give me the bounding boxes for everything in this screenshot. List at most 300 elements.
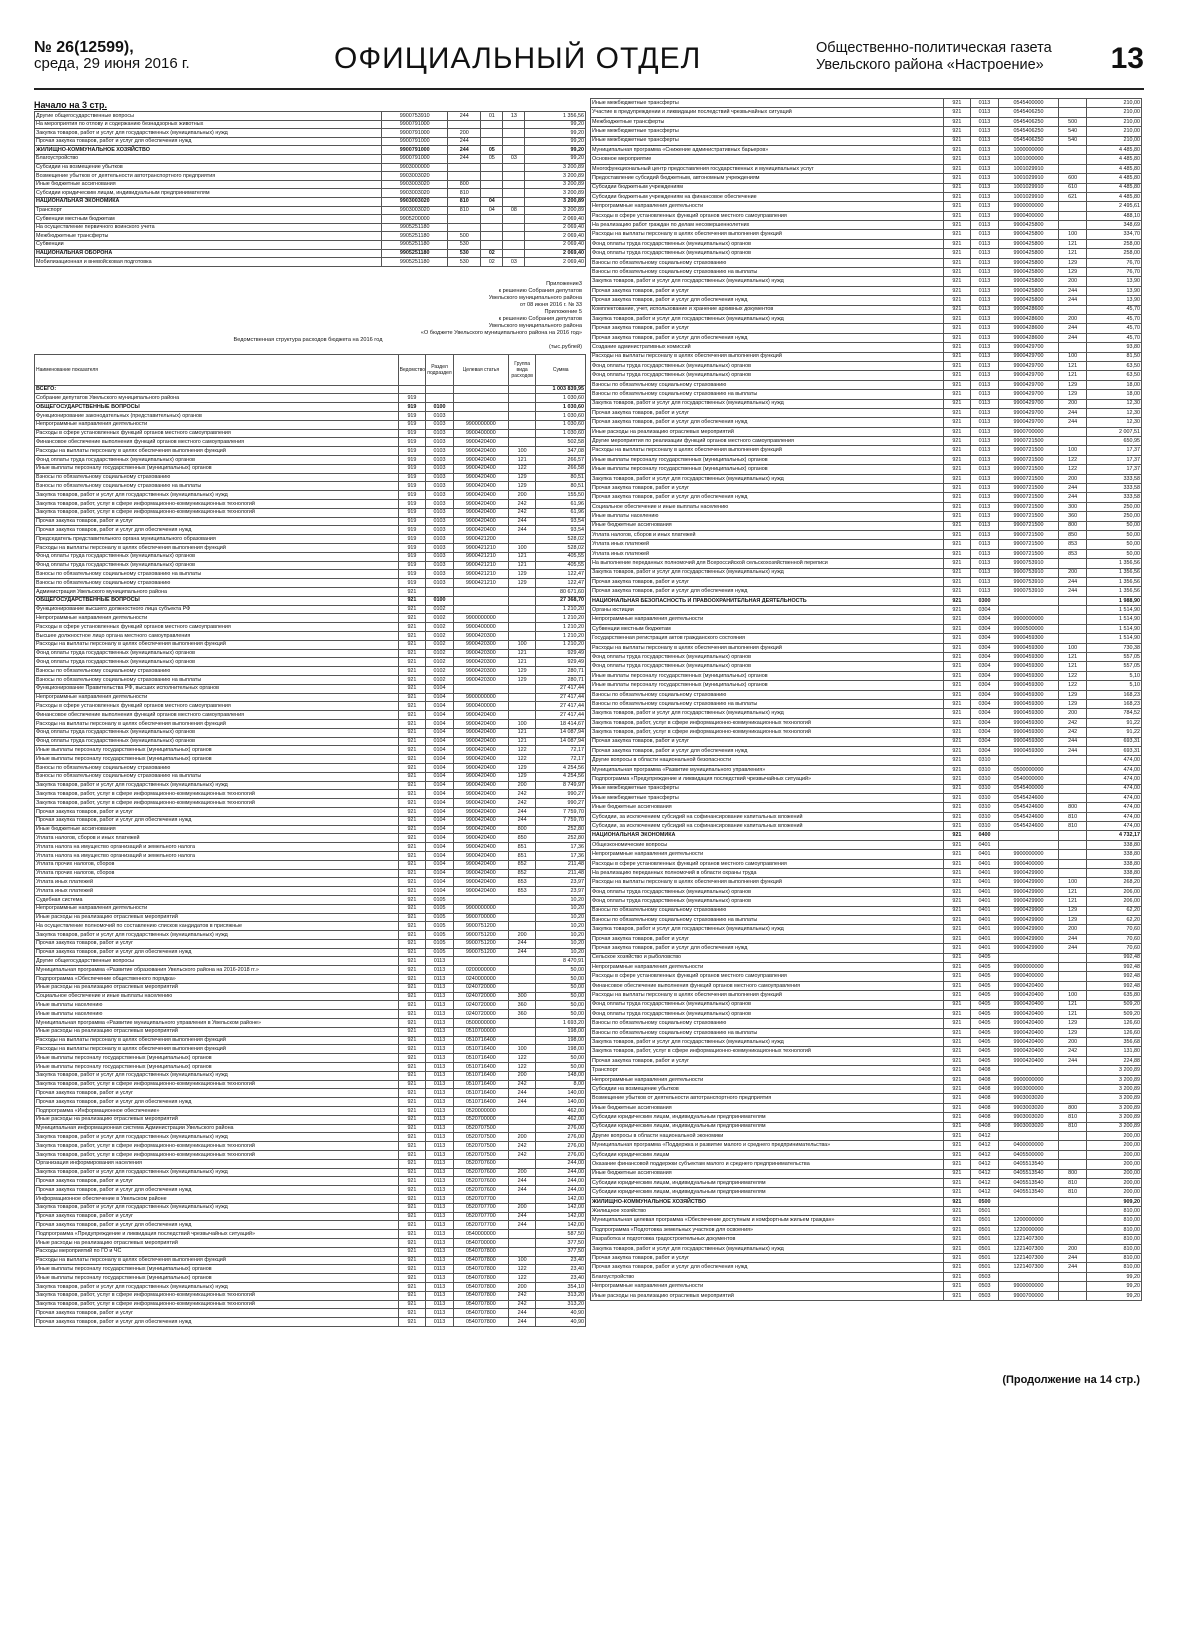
row-code-cell: 0408: [971, 1113, 999, 1122]
row-code-cell: 0304: [971, 737, 999, 746]
row-code-cell: 9900420400: [453, 807, 508, 816]
table-row: [591, 277, 1142, 286]
row-code-cell: 0113: [426, 1186, 454, 1195]
row-code-cell: [508, 403, 536, 412]
table-row: [35, 931, 586, 940]
row-sum-cell: 992,48: [1086, 962, 1141, 971]
row-name-cell: Уплата иных платежей: [591, 540, 944, 549]
table-row: [35, 939, 586, 948]
table-row: [591, 99, 1142, 108]
row-code-cell: 9900751200: [453, 948, 508, 957]
table-row: [591, 1141, 1142, 1150]
row-sum-cell: 23,40: [536, 1274, 586, 1283]
table-row: [35, 163, 586, 172]
row-code-cell: 921: [398, 1291, 426, 1300]
row-code-cell: 9900459300: [998, 718, 1059, 727]
row-code-cell: 921: [943, 643, 971, 652]
row-code-cell: 853: [1059, 549, 1087, 558]
row-code-cell: 9900000000: [998, 1282, 1059, 1291]
row-code-cell: 0102: [426, 649, 454, 658]
row-code-cell: 244: [1059, 746, 1087, 755]
row-code-cell: 9900420400: [453, 790, 508, 799]
row-code-cell: 0105: [426, 904, 454, 913]
row-sum-cell: 1 210,20: [536, 632, 586, 641]
row-sum-cell: 244,00: [536, 1186, 586, 1195]
row-name-cell: НАЦИОНАЛЬНАЯ БЕЗОПАСНОСТЬ И ПРАВООХРАНИТЕЛЬНАЯ ДЕЯТЕЛЬНОСТЬ: [591, 596, 944, 605]
row-code-cell: 9900751200: [453, 931, 508, 940]
row-code-cell: 921: [943, 1216, 971, 1225]
newspaper-line-1: Общественно-политическая газета: [816, 40, 1052, 56]
table-row: [591, 1038, 1142, 1047]
row-code-cell: 921: [943, 437, 971, 446]
row-code-cell: [481, 172, 503, 181]
row-code-cell: 9900721500: [998, 465, 1059, 474]
page-header: [34, 40, 1144, 86]
row-code-cell: [481, 180, 503, 189]
row-code-cell: 9903003020: [382, 189, 448, 198]
row-sum-cell: 50,00: [536, 966, 586, 975]
row-code-cell: 9900425800: [998, 258, 1059, 267]
row-name-cell: Закупка товаров, работ, услуг в сфере информационно-коммуникационных технологий: [35, 1300, 399, 1309]
row-code-cell: 244: [1059, 737, 1087, 746]
row-code-cell: [1059, 343, 1087, 352]
row-code-cell: 0104: [426, 790, 454, 799]
row-code-cell: 9900425800: [998, 286, 1059, 295]
row-code-cell: 0103: [426, 500, 454, 509]
row-code-cell: 921: [943, 709, 971, 718]
row-code-cell: 0520707500: [453, 1124, 508, 1133]
row-code-cell: 121: [1059, 662, 1087, 671]
row-code-cell: 530: [448, 258, 481, 267]
row-code-cell: 921: [943, 380, 971, 389]
row-name-cell: Функционирование высшего должностного лица субъекта РФ: [35, 605, 399, 614]
row-name-cell: Взносы по обязательному социальному страхованию: [35, 579, 399, 588]
row-code-cell: 129: [508, 772, 536, 781]
row-code-cell: 121: [508, 649, 536, 658]
row-code-cell: 0102: [426, 667, 454, 676]
row-code-cell: 921: [943, 925, 971, 934]
row-code-cell: 0304: [971, 653, 999, 662]
row-code-cell: 0510716400: [453, 1063, 508, 1072]
row-sum-cell: 10,20: [536, 904, 586, 913]
row-code-cell: [508, 975, 536, 984]
row-code-cell: 0304: [971, 746, 999, 755]
row-code-cell: 0103: [426, 579, 454, 588]
row-sum-cell: 474,00: [1086, 756, 1141, 765]
row-name-cell: Закупка товаров, работ, услуг в сфере информационно-коммуникационных технологий: [35, 790, 399, 799]
table-row: [35, 552, 586, 561]
row-code-cell: 9900700000: [453, 913, 508, 922]
row-name-cell: Иные выплаты персоналу государственных (муниципальных) органов: [591, 681, 944, 690]
row-code-cell: 919: [398, 526, 426, 535]
row-code-cell: [1059, 1272, 1087, 1281]
row-code-cell: 0104: [426, 719, 454, 728]
row-code-cell: 9900420400: [453, 438, 508, 447]
row-code-cell: 0104: [426, 746, 454, 755]
row-sum-cell: 122,47: [536, 579, 586, 588]
row-code-cell: 0113: [971, 427, 999, 436]
row-code-cell: 0102: [426, 658, 454, 667]
row-code-cell: 921: [398, 1177, 426, 1186]
row-code-cell: 9900420400: [453, 500, 508, 509]
row-code-cell: 9900420400: [453, 737, 508, 746]
table-row: [591, 1272, 1142, 1281]
row-code-cell: 0113: [971, 164, 999, 173]
left-budget-table: [34, 354, 586, 1327]
row-code-cell: 121: [1059, 239, 1087, 248]
row-code-cell: 921: [398, 1230, 426, 1239]
row-code-cell: 921: [943, 1019, 971, 1028]
row-code-cell: [1059, 108, 1087, 117]
row-sum-cell: 810,00: [1086, 1254, 1141, 1263]
row-code-cell: 921: [943, 164, 971, 173]
table-row: [591, 127, 1142, 136]
table-row: [35, 491, 586, 500]
table-row: [35, 1274, 586, 1283]
row-name-cell: Расходы в сфере установленных функций органов местного самоуправления: [35, 429, 399, 438]
table-row: [591, 286, 1142, 295]
row-code-cell: 9900428600: [998, 305, 1059, 314]
row-sum-cell: 18,00: [1086, 390, 1141, 399]
row-code-cell: 919: [398, 429, 426, 438]
continued-from-label: Начало на 3 стр.: [34, 100, 107, 110]
row-code-cell: 0520707700: [453, 1221, 508, 1230]
row-code-cell: 9900429700: [998, 380, 1059, 389]
table-row: [35, 544, 586, 553]
row-name-cell: Транспорт: [591, 1066, 944, 1075]
row-sum-cell: 76,70: [1086, 258, 1141, 267]
row-sum-cell: 348,69: [1086, 221, 1141, 230]
table-row: [591, 953, 1142, 962]
row-code-cell: 9900429900: [998, 887, 1059, 896]
row-code-cell: [508, 1195, 536, 1204]
table-row: [591, 1028, 1142, 1037]
row-name-cell: Возмещение убытков от деятельности автотранспортного предприятия: [35, 172, 382, 181]
row-code-cell: 0113: [426, 966, 454, 975]
row-code-cell: 9900420400: [453, 772, 508, 781]
row-name-cell: Расходы на выплаты персоналу в целях обеспечения выполнения функций: [35, 544, 399, 553]
row-code-cell: 100: [1059, 446, 1087, 455]
row-code-cell: 0103: [426, 517, 454, 526]
row-code-cell: 0240720000: [453, 983, 508, 992]
row-code-cell: 921: [943, 99, 971, 108]
row-code-cell: 921: [398, 1265, 426, 1274]
row-sum-cell: 140,00: [536, 1089, 586, 1098]
row-code-cell: 9900429700: [998, 390, 1059, 399]
row-code-cell: [481, 137, 503, 146]
row-code-cell: 0103: [426, 456, 454, 465]
row-sum-cell: 8 749,97: [536, 781, 586, 790]
row-code-cell: 0104: [426, 737, 454, 746]
row-code-cell: 05: [481, 146, 503, 155]
row-code-cell: 122: [1059, 455, 1087, 464]
row-code-cell: 9900425800: [998, 249, 1059, 258]
row-code-cell: 0102: [426, 640, 454, 649]
row-code-cell: 0113: [426, 1274, 454, 1283]
row-code-cell: 244: [1059, 944, 1087, 953]
row-name-cell: Подпрограмма «Информационное обеспечение»: [35, 1107, 399, 1116]
row-sum-cell: 198,00: [536, 1027, 586, 1036]
row-code-cell: 921: [943, 521, 971, 530]
row-code-cell: 810: [1059, 1178, 1087, 1187]
row-code-cell: 0510716400: [453, 1054, 508, 1063]
row-sum-cell: 244,00: [536, 1168, 586, 1177]
row-code-cell: 0104: [426, 887, 454, 896]
row-code-cell: 0540707800: [453, 1318, 508, 1327]
row-name-cell: Взносы по обязательному социальному страхованию: [591, 906, 944, 915]
row-sum-cell: 50,00: [536, 1063, 586, 1072]
row-code-cell: 921: [943, 484, 971, 493]
table-row: [35, 966, 586, 975]
row-name-cell: Прочая закупка товаров, работ и услуг: [35, 1212, 399, 1221]
row-code-cell: 9900721500: [998, 446, 1059, 455]
col-header-name: Наименование показателя: [35, 354, 399, 385]
row-code-cell: 121: [508, 552, 536, 561]
row-code-cell: 921: [943, 1113, 971, 1122]
row-sum-cell: 354,10: [536, 1282, 586, 1291]
table-row: [591, 1188, 1142, 1197]
row-code-cell: 02: [481, 249, 503, 258]
row-code-cell: 0102: [426, 623, 454, 632]
row-code-cell: 921: [943, 408, 971, 417]
row-code-cell: 921: [398, 913, 426, 922]
row-name-cell: НАЦИОНАЛЬНАЯ ЭКОНОМИКА: [35, 197, 382, 206]
row-code-cell: 03: [503, 258, 525, 267]
row-name-cell: Прочая закупка товаров, работ и услуг: [591, 286, 944, 295]
row-code-cell: 0104: [426, 702, 454, 711]
row-code-cell: 121: [508, 456, 536, 465]
row-code-cell: 0113: [971, 530, 999, 539]
row-name-cell: Взносы по обязательному социальному страхованию на выплаты: [35, 675, 399, 684]
row-code-cell: 9900000000: [998, 202, 1059, 211]
row-code-cell: 300: [508, 992, 536, 1001]
row-name-cell: Расходы на выплаты персоналу в целях обеспечения выполнения функций: [35, 447, 399, 456]
row-sum-cell: 2 069,40: [525, 258, 586, 267]
row-code-cell: [503, 172, 525, 181]
row-name-cell: Субвенции: [35, 240, 382, 249]
table-row: [35, 482, 586, 491]
row-code-cell: 921: [398, 966, 426, 975]
row-code-cell: 0113: [426, 1212, 454, 1221]
row-code-cell: 921: [398, 1256, 426, 1265]
row-code-cell: [508, 385, 536, 394]
page-number: 13: [1110, 42, 1144, 75]
row-name-cell: Непрограммные направления деятельности: [591, 202, 944, 211]
row-code-cell: 921: [398, 807, 426, 816]
row-code-cell: 540: [1059, 136, 1087, 145]
row-code-cell: [1059, 606, 1087, 615]
row-code-cell: 919: [398, 517, 426, 526]
row-code-cell: 0304: [971, 709, 999, 718]
row-sum-cell: 2 069,40: [525, 249, 586, 258]
row-code-cell: 0113: [971, 559, 999, 568]
row-code-cell: 919: [398, 552, 426, 561]
row-code-cell: 921: [398, 939, 426, 948]
row-code-cell: 9905251180: [382, 249, 448, 258]
row-sum-cell: 155,50: [536, 491, 586, 500]
row-code-cell: 9900420400: [453, 851, 508, 860]
row-code-cell: 0540707800: [453, 1291, 508, 1300]
row-code-cell: 921: [398, 728, 426, 737]
row-sum-cell: 10,20: [536, 913, 586, 922]
row-sum-cell: 211,48: [536, 860, 586, 869]
row-sum-cell: 338,80: [1086, 850, 1141, 859]
row-name-cell: Фонд оплаты труда государственных (муниципальных) органов: [35, 737, 399, 746]
row-name-cell: НАЦИОНАЛЬНАЯ ЭКОНОМИКА: [591, 831, 944, 840]
row-sum-cell: 168,23: [1086, 700, 1141, 709]
table-row: [591, 1160, 1142, 1169]
table-row: [35, 807, 586, 816]
row-code-cell: 0400: [971, 831, 999, 840]
row-code-cell: 0405513540: [998, 1160, 1059, 1169]
row-code-cell: 921: [943, 568, 971, 577]
row-code-cell: 810: [1059, 812, 1087, 821]
row-code-cell: 0113: [971, 568, 999, 577]
row-name-cell: Сельское хозяйство и рыболовство: [591, 953, 944, 962]
row-sum-cell: 462,00: [536, 1107, 586, 1116]
row-name-cell: Закупка товаров, работ и услуг для государственных (муниципальных) нужд: [35, 1133, 399, 1142]
row-name-cell: Прочая закупка товаров, работ и услуг: [591, 1254, 944, 1263]
row-sum-cell: 93,54: [536, 517, 586, 526]
row-sum-cell: 405,55: [536, 552, 586, 561]
row-code-cell: 0105: [426, 922, 454, 931]
row-code-cell: 921: [398, 1080, 426, 1089]
row-code-cell: 9900420300: [453, 632, 508, 641]
row-code-cell: 921: [398, 605, 426, 614]
row-name-cell: ВСЕГО:: [35, 385, 399, 394]
row-name-cell: Муниципальная целевая программа «Обеспечение доступным и комфортным жильем граждан»: [591, 1216, 944, 1225]
row-name-cell: Иные выплаты персоналу государственных (муниципальных) органов: [35, 464, 399, 473]
row-code-cell: 200: [508, 1168, 536, 1177]
row-code-cell: 919: [398, 447, 426, 456]
row-sum-cell: 63,50: [1086, 371, 1141, 380]
row-code-cell: 0104: [426, 860, 454, 869]
row-name-cell: Иные расходы на реализацию отраслевых мероприятий: [35, 983, 399, 992]
row-code-cell: 0401: [971, 944, 999, 953]
row-code-cell: 0104: [426, 755, 454, 764]
row-code-cell: [1059, 756, 1087, 765]
row-sum-cell: 3 200,89: [525, 180, 586, 189]
table-row: [591, 944, 1142, 953]
row-code-cell: 921: [943, 512, 971, 521]
row-sum-cell: 17,36: [536, 843, 586, 852]
row-code-cell: 0103: [426, 491, 454, 500]
row-code-cell: 921: [943, 145, 971, 154]
row-name-cell: Уплата иных платежей: [591, 549, 944, 558]
table-row: [35, 640, 586, 649]
row-code-cell: 0310: [971, 793, 999, 802]
row-code-cell: 0520707600: [453, 1186, 508, 1195]
row-code-cell: 0405: [971, 1019, 999, 1028]
row-name-cell: Закупка товаров, работ, услуг в сфере информационно-коммуникационных технологий: [35, 799, 399, 808]
table-row: [591, 408, 1142, 417]
table-row: [35, 189, 586, 198]
row-code-cell: 921: [398, 755, 426, 764]
row-code-cell: 244: [448, 112, 481, 121]
row-code-cell: [998, 1066, 1059, 1075]
row-sum-cell: 810,00: [1086, 1235, 1141, 1244]
row-code-cell: 921: [943, 221, 971, 230]
table-row: [591, 624, 1142, 633]
table-row: [35, 1124, 586, 1133]
row-name-cell: Иные расходы на реализацию отраслевых мероприятий: [591, 1291, 944, 1300]
row-sum-cell: 313,20: [536, 1300, 586, 1309]
row-code-cell: 9900420400: [453, 843, 508, 852]
row-sum-cell: 1 003 839,95: [536, 385, 586, 394]
row-name-cell: Финансовое обеспечение выполнения функций органов местного самоуправления: [35, 438, 399, 447]
row-code-cell: 9900429900: [998, 934, 1059, 943]
table-row: [35, 1195, 586, 1204]
row-code-cell: 121: [1059, 1009, 1087, 1018]
row-code-cell: 0540000000: [453, 1230, 508, 1239]
table-row: [591, 700, 1142, 709]
row-code-cell: 921: [943, 944, 971, 953]
row-code-cell: 0520000000: [453, 1107, 508, 1116]
row-code-cell: 921: [943, 765, 971, 774]
row-code-cell: 9900420400: [453, 447, 508, 456]
row-code-cell: 0113: [971, 136, 999, 145]
row-sum-cell: 1 514,90: [1086, 634, 1141, 643]
row-code-cell: 360: [1059, 512, 1087, 521]
row-code-cell: [481, 215, 503, 224]
row-code-cell: 0113: [426, 1001, 454, 1010]
row-name-cell: Иные расходы на реализацию отраслевых мероприятий: [35, 1115, 399, 1124]
row-name-cell: Муниципальная информационная система Администрации Увельского района: [35, 1124, 399, 1133]
row-sum-cell: 10,20: [536, 948, 586, 957]
row-code-cell: [508, 983, 536, 992]
table-row: [591, 211, 1142, 220]
row-code-cell: 9900420400: [998, 1038, 1059, 1047]
row-code-cell: 0113: [971, 390, 999, 399]
row-name-cell: Закупка товаров, работ и услуг для государственных (муниципальных) нужд: [35, 931, 399, 940]
row-code-cell: 921: [943, 361, 971, 370]
table-row: [35, 561, 586, 570]
row-code-cell: 0103: [426, 438, 454, 447]
row-code-cell: 0412: [971, 1131, 999, 1140]
row-code-cell: [481, 232, 503, 241]
row-sum-cell: 14 087,94: [536, 728, 586, 737]
left-column: [34, 98, 586, 1327]
row-sum-cell: 210,00: [1086, 99, 1141, 108]
row-code-cell: 921: [943, 1131, 971, 1140]
row-code-cell: 0520707600: [453, 1177, 508, 1186]
table-row: [35, 464, 586, 473]
table-row: [35, 570, 586, 579]
table-row: [35, 258, 586, 267]
table-row: [591, 887, 1142, 896]
row-code-cell: 0310: [971, 775, 999, 784]
row-code-cell: 9900420300: [453, 640, 508, 649]
row-code-cell: 921: [943, 465, 971, 474]
row-code-cell: 921: [943, 1254, 971, 1263]
row-sum-cell: 338,80: [1086, 869, 1141, 878]
row-code-cell: 0113: [426, 1115, 454, 1124]
row-name-cell: Взносы по обязательному социальному страхованию: [35, 473, 399, 482]
row-code-cell: 9900420300: [453, 649, 508, 658]
row-name-cell: Фонд оплаты труда государственных (муниципальных) органов: [591, 239, 944, 248]
table-row: [591, 934, 1142, 943]
row-sum-cell: 1 356,56: [1086, 568, 1141, 577]
row-code-cell: 921: [943, 1235, 971, 1244]
row-code-cell: 9905251180: [382, 258, 448, 267]
row-code-cell: [503, 249, 525, 258]
table-row: [591, 549, 1142, 558]
row-code-cell: 921: [398, 799, 426, 808]
row-name-cell: Взносы по обязательному социальному страхованию: [35, 667, 399, 676]
row-sum-cell: 2 069,40: [525, 240, 586, 249]
row-code-cell: 122: [508, 755, 536, 764]
row-code-cell: 0401: [971, 869, 999, 878]
